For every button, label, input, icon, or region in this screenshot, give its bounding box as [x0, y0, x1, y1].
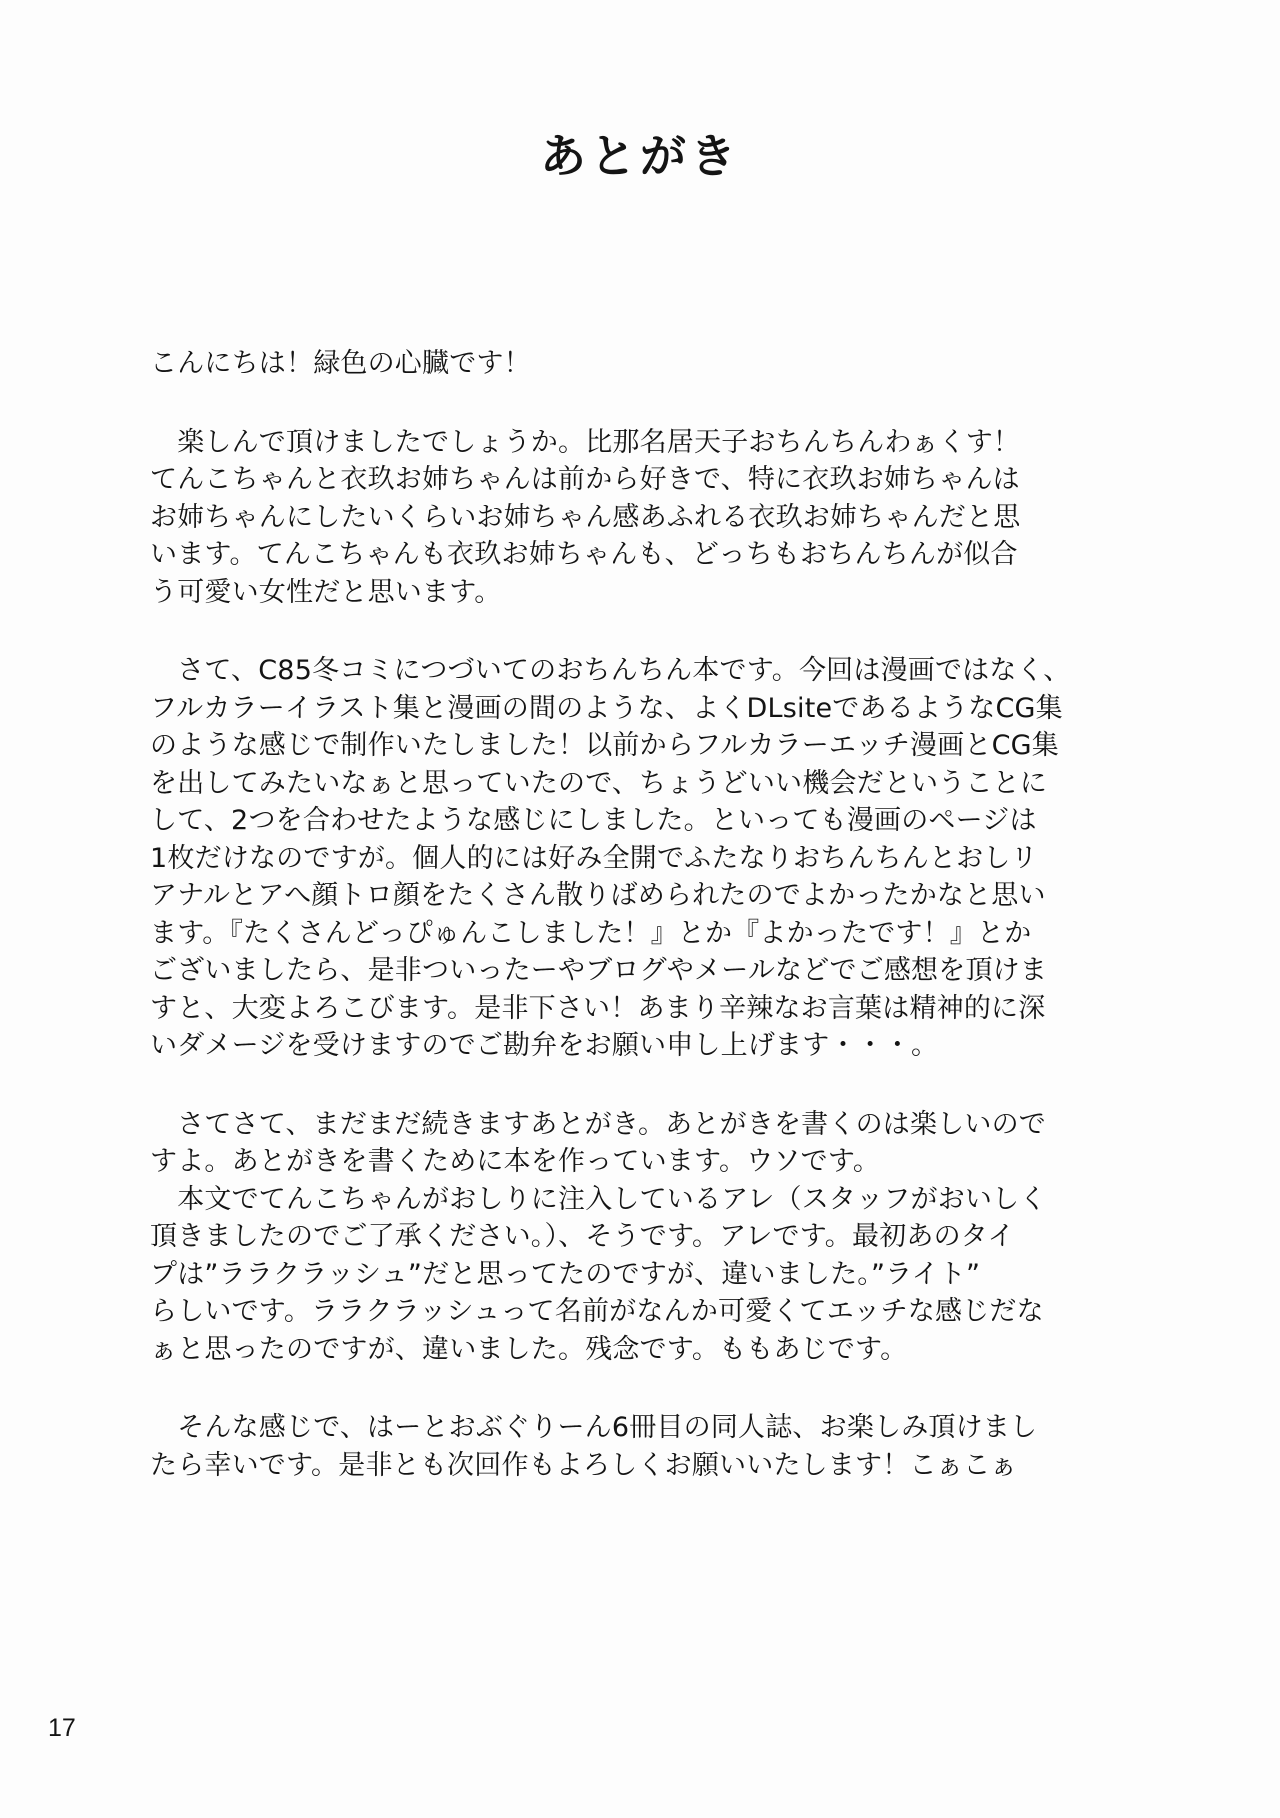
text-line: アナルとアへ顔トロ顔をたくさん散りばめられたのでよかったかなと思い — [150, 880, 1046, 911]
text-line: 1枚だけなのですが。個人的には好み全開でふたなりおちんちんとおしリ — [150, 842, 1038, 874]
paragraph-thanks — [150, 424, 1140, 612]
text-line: を出してみたいなぁと思っていたので、ちょうどいい機会だということに — [150, 767, 1048, 799]
page-number: 17 — [48, 1714, 76, 1742]
page-title: あとがき — [540, 129, 740, 183]
text-line: 頂きましたのでご了承ください。）、そうです。アレです。最初あのタイ — [150, 1221, 1015, 1252]
text-line: すよ。あとがきを書くために本を作っています。ウソです。 — [150, 1146, 881, 1177]
text-line: たら幸いです。是非とも次回作もよろしくお願いいたします！こぁこぁ — [150, 1449, 1018, 1481]
text-line: ございましたら、是非ついったーやブログやメールなどでご感想を頂けま — [150, 955, 1048, 986]
afterword-body — [150, 345, 1140, 1484]
paragraph-closing — [150, 1409, 1140, 1484]
text-line: さてさて、まだまだ続きますあとがき。あとがきを書くのは楽しいので — [150, 1108, 1046, 1140]
text-line: そんな感じで、はーとおぶぐりーん6冊目の同人誌、お楽しみ頂けまし — [150, 1412, 1038, 1443]
text-line: して、2つを合わせたような感じにしました。といっても漫画のページは — [150, 805, 1037, 836]
text-line: います。てんこちゃんも衣玖お姉ちゃんも、どっちもおちんちんが似合 — [150, 539, 1018, 570]
text-line: さて、C85冬コミにつづいてのおちんちん本です。今回は漫画ではなく、 — [150, 655, 1071, 686]
text-line: 楽しんで頂けましたでしょうか。比那名居天子おちんちんわぁくす！ — [150, 426, 1021, 458]
text-line: フルカラーイラスト集と漫画の間のような、よくDLsiteであるようなCG集 — [150, 692, 1063, 724]
paragraph-about-book — [150, 652, 1140, 1065]
text-line: てんこちゃんと衣玖お姉ちゃんは前から好きで、特に衣玖お姉ちゃんは — [150, 464, 1020, 495]
text-line: お姉ちゃんにしたいくらいお姉ちゃん感あふれる衣玖お姉ちゃんだと思 — [150, 501, 1021, 533]
text-line: う可愛い女性だと思います。 — [150, 576, 502, 608]
text-line: ます。『たくさんどっぴゅんこしました！』とか『よかったです！』とか — [150, 917, 1032, 949]
text-line: ぁと思ったのですが、違いました。残念です。ももあじです。 — [150, 1333, 908, 1365]
text-line: らしいです。ララクラッシュって名前がなんか可愛くてエッチな感じだな — [150, 1296, 1044, 1327]
text-line: のような感じで制作いたしました！以前からフルカラーエッチ漫画とCG集 — [150, 730, 1059, 761]
text-line: いダメージを受けますのでご勘弁をお願い申し上げます・・・。 — [150, 1030, 939, 1061]
paragraph-continued — [150, 1106, 1140, 1369]
text-line: 本文でてんこちゃんがおしりに注入しているアレ（スタッフがおいしく — [150, 1183, 1047, 1215]
text-line: こんにちは！緑色の心臓です！ — [150, 348, 531, 379]
text-line: プは”ララクラッシュ”だと思ってたのですが、違いました。”ライト” — [150, 1258, 981, 1290]
text-line: すと、大変よろこびます。是非下さい！あまり辛辣なお言葉は精神的に深 — [150, 992, 1046, 1024]
paragraph-greeting — [150, 345, 1140, 383]
